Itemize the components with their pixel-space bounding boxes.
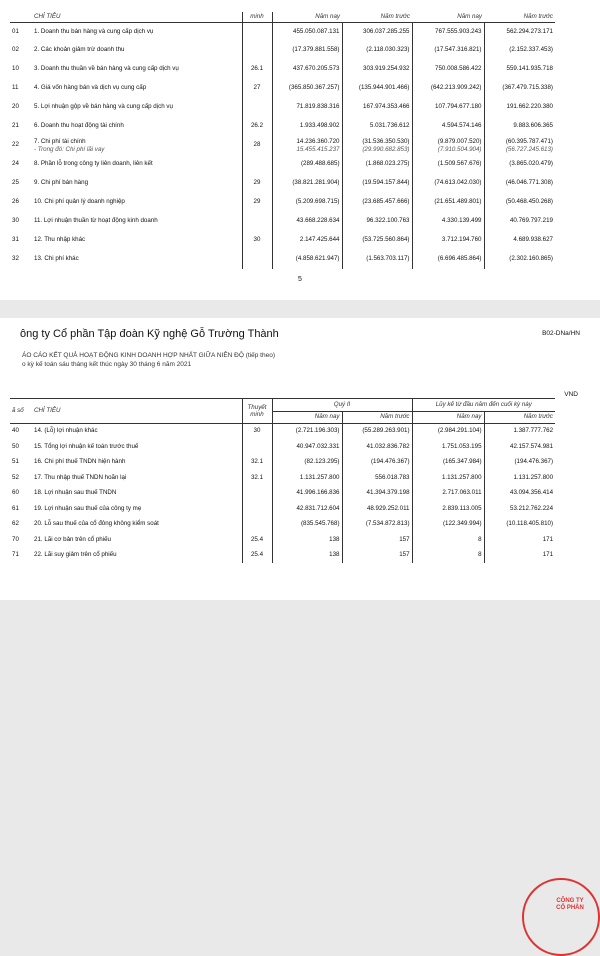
row-value-3: (2.984.291.104) [412, 424, 484, 440]
table-row [10, 136, 555, 155]
row-item: 17. Thu nhập thuế TNDN hoãn lại [32, 470, 242, 486]
table-row [10, 22, 555, 41]
table-row [10, 212, 555, 231]
row-value-2: (53.725.560.864) [342, 231, 412, 250]
row-item: 14. (Lỗ) lợi nhuận khác [32, 424, 242, 440]
row-value-4: 4.689.938.627 [513, 236, 553, 244]
row-value-sub: (7.910.504.904) [437, 145, 482, 153]
row-value-4: 171 [542, 535, 554, 543]
row-value-2: 157 [342, 532, 412, 548]
row-value-3: 4.330.139.499 [412, 212, 484, 231]
row-value-2: 306.037.285.255 [342, 22, 412, 41]
row-note: 26.2 [242, 117, 272, 136]
row-code: 50 [12, 442, 19, 450]
row-value-2: (19.594.157.844) [342, 174, 412, 193]
row-value-2: (135.944.901.466) [342, 79, 412, 98]
row-value-3: (74.613.042.030) [412, 174, 484, 193]
row-note: 25.4 [242, 532, 272, 548]
row-value-3: (122.349.994) [412, 517, 484, 533]
row-code: 31 [12, 236, 19, 244]
row-note: 29 [242, 193, 272, 212]
row-value-1: 138 [272, 532, 342, 548]
header-note: minh [242, 12, 272, 22]
row-code: 20 [12, 103, 19, 111]
row-code: 51 [12, 458, 19, 466]
page-number: 5 [298, 276, 302, 283]
row-value-1: 2.147.425.644 [272, 231, 342, 250]
row-value-3: (642.213.909.242) [412, 79, 484, 98]
row-value-main: (31.536.350.530) [362, 138, 410, 146]
row-value-2 [342, 136, 412, 155]
row-value-1: 41.996.166.836 [272, 486, 342, 502]
row-value-1: 71.819.838.316 [272, 98, 342, 117]
row-value-2: 96.322.100.763 [342, 212, 412, 231]
row-note: 26.1 [242, 60, 272, 79]
table-row [10, 41, 555, 60]
table-row [10, 193, 555, 212]
row-value-4: 191.662.220.380 [506, 103, 553, 111]
row-code: 25 [12, 179, 19, 187]
row-value-4: 40.769.797.219 [509, 217, 553, 225]
row-value-3: (165.347.984) [412, 455, 484, 471]
table-row [10, 98, 555, 117]
row-item: 8. Phần lỗ trong công ty liên doanh, liên kết [32, 155, 242, 174]
row-value-4: 43.094.356.414 [510, 489, 554, 497]
row-item: 12. Thu nhập khác [32, 231, 242, 250]
row-value-2: 48.929.252.011 [342, 501, 412, 517]
row-value-3: (21.651.489.801) [412, 193, 484, 212]
row-note [242, 501, 272, 517]
row-value-3: 8 [412, 548, 484, 564]
row-code: 01 [12, 27, 19, 35]
row-value-3: 107.794.677.180 [412, 98, 484, 117]
row-note [242, 22, 272, 41]
row-value-3: 3.712.194.760 [412, 231, 484, 250]
report-period: o kỳ kế toán sáu tháng kết thúc ngày 30 tháng 6 năm 2021 [22, 361, 192, 368]
row-note [242, 439, 272, 455]
row-value-4: (194.476.367) [514, 458, 554, 466]
row-code: 22 [12, 141, 19, 149]
row-value-4 [484, 136, 555, 155]
row-item: 10. Chi phí quản lý doanh nghiệp [32, 193, 242, 212]
header-item: CHỈ TIÊU [32, 399, 242, 424]
header-item: CHỈ TIÊU [32, 12, 242, 22]
row-note: 32.1 [242, 470, 272, 486]
row-value-2: 5.031.736.612 [342, 117, 412, 136]
row-value-3: (1.509.567.676) [412, 155, 484, 174]
row-code: 21 [12, 122, 19, 130]
row-code: 62 [12, 520, 19, 528]
row-value-1 [272, 136, 342, 155]
row-value-3: 767.555.903.243 [412, 22, 484, 41]
header-note: Thuyết minh [242, 399, 272, 424]
row-value-1: 43.668.228.634 [272, 212, 342, 231]
row-note [242, 98, 272, 117]
row-value-4: 53.212.762.224 [510, 504, 554, 512]
row-value-3: (6.696.485.864) [412, 250, 484, 269]
row-value-4: (46.046.771.308) [505, 179, 553, 187]
row-item: 22. Lãi suy giảm trên cổ phiếu [32, 548, 242, 564]
row-value-2: (194.476.367) [342, 455, 412, 471]
row-value-3: 1.751.053.195 [412, 439, 484, 455]
row-value-2: 41.032.836.782 [342, 439, 412, 455]
row-value-1: 455.050.087.131 [272, 22, 342, 41]
table-row [10, 117, 555, 136]
row-code: 52 [12, 473, 19, 481]
table-row [10, 231, 555, 250]
row-note [242, 517, 272, 533]
row-value-4: 171 [542, 551, 554, 559]
row-value-4: (50.468.450.268) [505, 198, 553, 206]
row-value-1: (82.123.295) [272, 455, 342, 471]
row-value-2: (1.563.703.117) [342, 250, 412, 269]
row-code: 11 [12, 84, 19, 92]
row-code: 60 [12, 489, 19, 497]
row-value-1: (5.209.698.715) [272, 193, 342, 212]
row-note [242, 41, 272, 60]
income-statement-table-part1 [10, 12, 555, 269]
row-item: 2. Các khoản giảm trừ doanh thu [32, 41, 242, 60]
row-item-sub: - Trong đó: Chi phí lãi vay [34, 145, 105, 153]
row-item: 15. Tổng lợi nhuận kế toán trước thuế [32, 439, 242, 455]
row-value-1: 40.947.032.331 [272, 439, 342, 455]
row-value-1: (2.721.196.303) [272, 424, 342, 440]
income-statement-table-part2 [10, 398, 555, 563]
row-value-1: (835.545.768) [272, 517, 342, 533]
row-item: 13. Chi phí khác [32, 250, 242, 269]
row-code: 10 [12, 65, 19, 73]
row-value-4: 562.294.273.171 [506, 27, 553, 35]
row-item: 4. Giá vốn hàng bán và dịch vụ cung cấp [32, 79, 242, 98]
row-value-4: (3.865.020.479) [509, 160, 553, 168]
table-row [10, 250, 555, 269]
header-ytd-last: Năm trước [523, 413, 554, 421]
row-item: 3. Doanh thu thuần về bán hàng và cung cấp dịch vụ [32, 60, 242, 79]
row-code: 70 [12, 535, 19, 543]
header-code: ã số [12, 406, 24, 414]
header-ytd-group: Lũy kế từ đầu năm đến cuối kỳ này [412, 399, 555, 412]
row-note [242, 486, 272, 502]
report-page-5 [0, 0, 600, 300]
table-row [10, 470, 555, 486]
row-value-4: 1.387.777.762 [513, 427, 554, 435]
row-note: 27 [242, 79, 272, 98]
row-item [32, 136, 242, 155]
row-value-1: 42.831.712.604 [272, 501, 342, 517]
row-item-main: 7. Chi phí tài chính [34, 138, 86, 146]
header-ytd-this: Năm nay [457, 12, 482, 20]
row-code: 24 [12, 160, 19, 168]
row-value-3: (17.547.316.821) [412, 41, 484, 60]
row-value-2: 303.919.254.932 [342, 60, 412, 79]
row-value-1: (365.850.367.257) [272, 79, 342, 98]
row-code: 30 [12, 217, 19, 225]
row-value-2: 556.018.783 [342, 470, 412, 486]
table-row [10, 517, 555, 533]
row-code: 61 [12, 504, 19, 512]
stamp-line-1: CÔNG TY [556, 898, 584, 904]
row-value-2: 41.394.379.198 [342, 486, 412, 502]
table-row [10, 155, 555, 174]
row-item: 5. Lợi nhuận gộp về bán hàng và cung cấp dịch vụ [32, 98, 242, 117]
header-ytd-last: Năm trước [523, 12, 553, 20]
row-value-2: 167.974.353.466 [342, 98, 412, 117]
row-note: 30 [242, 424, 272, 440]
row-value-1: (17.379.881.558) [272, 41, 342, 60]
row-value-1: (4.858.621.947) [272, 250, 342, 269]
company-name: ông ty Cổ phần Tập đoàn Kỹ nghệ Gỗ Trường Thành [20, 328, 279, 340]
table-row [10, 486, 555, 502]
row-note: 28 [242, 136, 272, 155]
row-value-sub: (29.990.682.853) [362, 145, 410, 153]
row-item: 9. Chi phí bán hàng [32, 174, 242, 193]
row-value-1: 138 [272, 548, 342, 564]
row-note: 32.1 [242, 455, 272, 471]
row-value-1: 437.670.205.573 [272, 60, 342, 79]
table-row [10, 532, 555, 548]
company-stamp-text [545, 898, 595, 912]
row-code: 40 [12, 427, 19, 435]
row-item: 20. Lỗ sau thuế của cổ đông không kiểm soát [32, 517, 242, 533]
header-q-this: Năm nay [272, 412, 342, 424]
report-page-6 [0, 318, 600, 912]
row-value-4: (367.479.715.338) [502, 84, 553, 92]
row-value-2: (1.868.023.275) [342, 155, 412, 174]
report-title: ÁO CÁO KẾT QUẢ HOẠT ĐỘNG KINH DOANH HỢP NHẤT GIỮA NIÊN ĐỘ (tiếp theo) [22, 352, 276, 359]
header-quarter-group: Quý II [272, 399, 412, 412]
row-note: 25.4 [242, 548, 272, 564]
table-row [10, 455, 555, 471]
table-row [10, 501, 555, 517]
row-code: 32 [12, 255, 19, 263]
header-q-last: Năm trước [342, 412, 412, 424]
row-value-sub: 15.455.415.237 [296, 145, 340, 153]
company-stamp [522, 878, 600, 956]
row-item: 16. Chi phí thuế TNDN hiện hành [32, 455, 242, 471]
row-value-3: 1.131.257.800 [412, 470, 484, 486]
row-item: 19. Lợi nhuận sau thuế của công ty mẹ [32, 501, 242, 517]
row-value-3: 750.008.586.422 [412, 60, 484, 79]
header-q-last: Năm trước [380, 12, 410, 20]
row-value-4: 9.883.606.365 [513, 122, 553, 130]
row-value-2: (55.289.263.901) [342, 424, 412, 440]
table-row [10, 548, 555, 564]
row-value-4: (2.152.337.453) [509, 46, 553, 54]
row-item: 6. Doanh thu hoạt động tài chính [32, 117, 242, 136]
header-ytd-this: Năm nay [412, 412, 484, 424]
row-value-sub: (56.727.245.613) [505, 145, 553, 153]
header-code [10, 12, 32, 22]
currency-unit: VND [564, 391, 578, 398]
row-code: 71 [12, 551, 19, 559]
row-value-4: 559.141.935.718 [506, 65, 553, 73]
row-code: 02 [12, 46, 19, 54]
row-item: 11. Lợi nhuận thuần từ hoạt động kinh doanh [32, 212, 242, 231]
row-value-3 [412, 136, 484, 155]
row-value-3: 8 [412, 532, 484, 548]
row-item: 18. Lợi nhuận sau thuế TNDN [32, 486, 242, 502]
row-value-4: 1.131.257.800 [513, 473, 554, 481]
row-value-4: (2.302.160.865) [509, 255, 553, 263]
row-value-2: (2.118.030.323) [342, 41, 412, 60]
row-value-main: 14.236.360.720 [296, 138, 340, 146]
table-row [10, 424, 555, 440]
row-value-1: 1.933.498.902 [272, 117, 342, 136]
row-item: 1. Doanh thu bán hàng và cung cấp dịch vụ [32, 22, 242, 41]
table-row [10, 439, 555, 455]
table-row [10, 174, 555, 193]
row-value-1: (289.488.685) [272, 155, 342, 174]
form-code: B02-DNa/HN [542, 330, 580, 337]
header-q-this: Năm nay [315, 12, 340, 20]
row-item: 21. Lãi cơ bản trên cổ phiếu [32, 532, 242, 548]
row-value-main: (9.879.007.520) [437, 138, 482, 146]
table-row [10, 60, 555, 79]
stamp-line-2: CỔ PHẦN [556, 905, 584, 912]
row-value-main: (60.395.787.471) [505, 138, 553, 146]
row-value-3: 2.717.063.011 [412, 486, 484, 502]
row-note: 29 [242, 174, 272, 193]
row-value-2: (7.534.872.813) [342, 517, 412, 533]
row-value-4: 42.157.574.981 [510, 442, 554, 450]
row-note [242, 155, 272, 174]
row-value-3: 4.594.574.146 [412, 117, 484, 136]
row-note [242, 250, 272, 269]
table-row [10, 79, 555, 98]
row-value-2: 157 [342, 548, 412, 564]
row-code: 26 [12, 198, 19, 206]
row-value-3: 2.839.113.005 [412, 501, 484, 517]
row-note [242, 212, 272, 231]
row-value-1: 1.131.257.800 [272, 470, 342, 486]
row-value-4: (10.118.405.810) [506, 520, 554, 528]
row-value-2: (23.685.457.666) [342, 193, 412, 212]
row-value-1: (38.821.281.904) [272, 174, 342, 193]
row-note: 30 [242, 231, 272, 250]
